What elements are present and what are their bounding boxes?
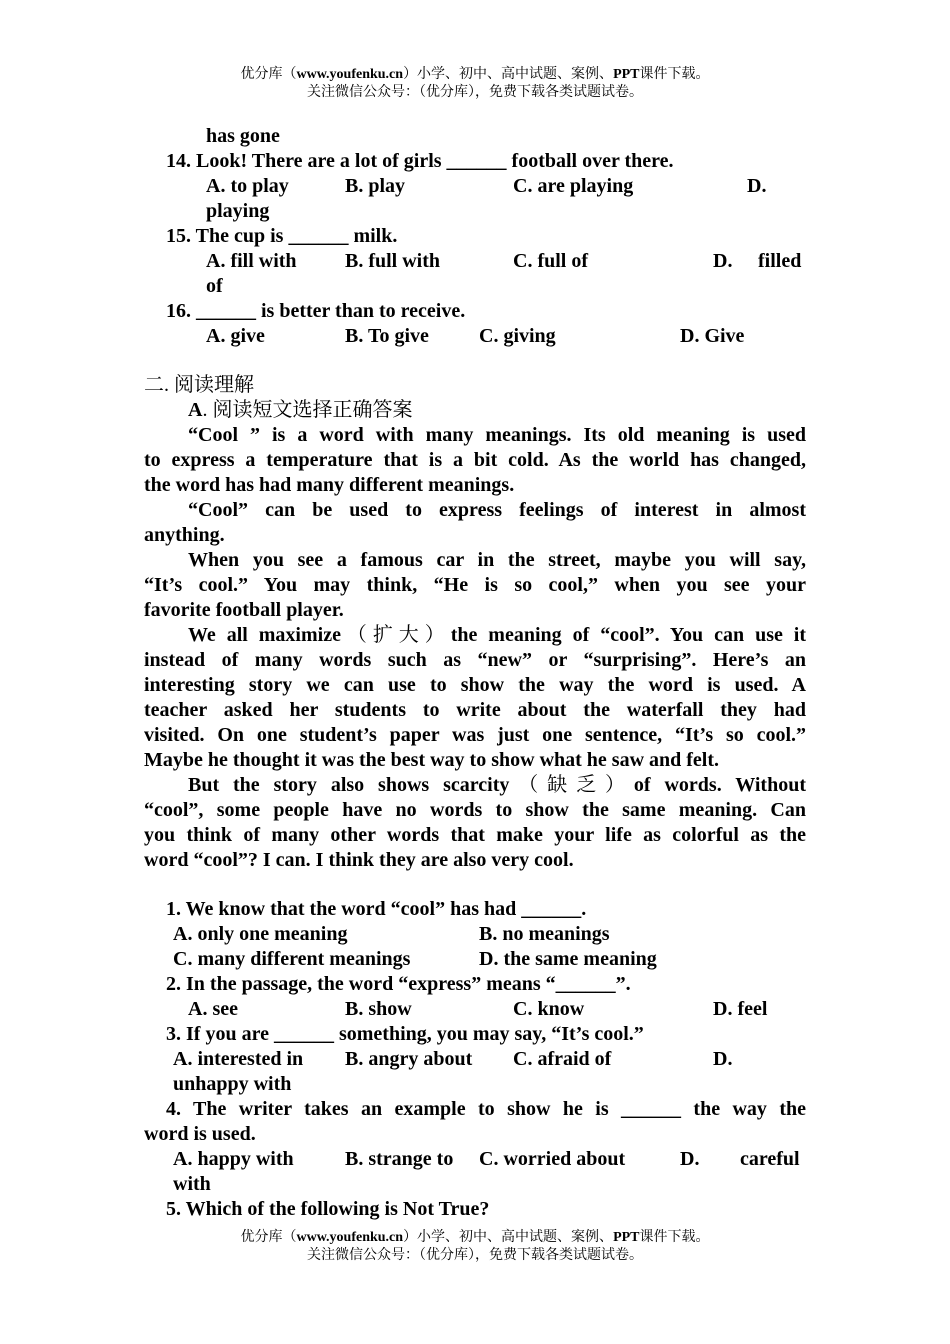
footer-line-2: 关注微信公众号：（优分库），免费下载各类试题试卷。 — [307, 1248, 643, 1263]
q1-option-b: B. no meanings — [479, 923, 610, 945]
header-line-1: 优分库（www.youfenku.cn）小学、初中、高中试题、案例、PPT课件下载。 — [240, 67, 710, 82]
q16-stem: 16. ______ is better than to receive. — [166, 300, 466, 322]
q2-option-c: C. know — [513, 998, 585, 1020]
passage-p2-line1: “Cool” can be used to express feelings of interest in almost — [188, 499, 806, 521]
q4-stem-line1: 4. The writer takes an example to show he is ______ the way the — [166, 1098, 806, 1120]
q16-option-a: A. give — [206, 325, 265, 347]
passage-p3-line3: favorite football player. — [144, 599, 344, 621]
passage-p3-line2: “It’s cool.” You may think, “He is so cool,” when you see your — [144, 574, 806, 596]
q4-option-d-word: careful — [740, 1148, 800, 1170]
q15-option-c: C. full of — [513, 250, 588, 272]
q2-option-a: A. see — [188, 998, 238, 1020]
passage-p2-line2: anything. — [144, 524, 225, 546]
q3-option-b: B. angry about — [345, 1048, 473, 1070]
page-header — [0, 66, 950, 102]
section-heading: 二. 阅读理解 — [144, 374, 254, 396]
q3-stem: 3. If you are ______ something, you may say, “It’s cool.” — [166, 1023, 644, 1045]
q1-option-a: A. only one meaning — [173, 923, 348, 945]
passage-p1-line1: “Cool ” is a word with many meanings. Its old meaning is used — [188, 424, 806, 446]
passage-p5-line1: But the story also shows scarcity（缺乏）of words. Without — [188, 774, 807, 796]
q1-option-d: D. the same meaning — [479, 948, 657, 970]
footer-line-1: 优分库（www.youfenku.cn）小学、初中、高中试题、案例、PPT课件下载。 — [240, 1230, 710, 1245]
q14-option-c: C. are playing — [513, 175, 634, 197]
q16-option-b: B. To give — [345, 325, 429, 347]
q15-option-d-word: filled — [758, 250, 802, 272]
q14-option-d: D. — [747, 175, 767, 197]
header-line-2: 关注微信公众号：（优分库），免费下载各类试题试卷。 — [307, 85, 643, 100]
q14-stem: 14. Look! There are a lot of girls ______ football over there. — [166, 150, 674, 172]
q4-option-b: B. strange to — [345, 1148, 454, 1170]
q1-stem: 1. We know that the word “cool” has had ______. — [166, 898, 587, 920]
q3-option-c: C. afraid of — [513, 1048, 612, 1070]
q4-option-a: A. happy with — [173, 1148, 294, 1170]
q2-option-d: D. feel — [713, 998, 768, 1020]
q14-option-b: B. play — [345, 175, 406, 197]
q4-stem-line2: word is used. — [144, 1123, 256, 1145]
q16-option-c: C. giving — [479, 325, 556, 347]
q3-option-d: D. — [713, 1048, 733, 1070]
q14-option-d-cont: playing — [206, 200, 270, 222]
q15-option-d-cont: of — [206, 275, 223, 297]
q16-option-d: D. Give — [680, 325, 745, 347]
passage-p4-line5: visited. On one student’s paper was just one sentence, “It’s so cool.” — [144, 724, 806, 746]
q5-stem: 5. Which of the following is Not True? — [166, 1198, 490, 1220]
passage-p5-line2: “cool”, some people have no words to show the same meaning. Can — [144, 799, 806, 821]
q15-option-d: D. — [713, 250, 733, 272]
q15-option-a: A. fill with — [206, 250, 297, 272]
passage-p3-line1: When you see a famous car in the street, maybe you will say, — [188, 549, 806, 571]
passage-p4-line4: teacher asked her students to write about the waterfall they had — [144, 699, 806, 721]
q4-option-d-cont: with — [173, 1173, 211, 1195]
carry-over-text: has gone — [206, 125, 280, 147]
q3-option-a: A. interested in — [173, 1048, 304, 1070]
passage-p5-line3: you think of many other words that make your life as colorful as the — [144, 824, 806, 846]
q2-option-b: B. show — [345, 998, 412, 1020]
passage-p1-line3: the word has had many different meanings. — [144, 474, 515, 496]
page-footer — [0, 1229, 950, 1265]
section-subheading: A. 阅读短文选择正确答案 — [188, 399, 413, 421]
q3-option-d-cont: unhappy with — [173, 1073, 292, 1095]
q4-option-d: D. — [680, 1148, 700, 1170]
q2-stem: 2. In the passage, the word “express” means “______”. — [166, 973, 631, 995]
passage-p4-line6: Maybe he thought it was the best way to show what he saw and felt. — [144, 749, 720, 771]
q15-option-b: B. full with — [345, 250, 441, 272]
q14-option-a: A. to play — [206, 175, 289, 197]
passage-p4-line2: instead of many words such as “new” or “surprising”. Here’s an — [144, 649, 806, 671]
passage-p4-line3: interesting story we can use to show the way the word is used. A — [144, 674, 806, 696]
passage-p5-line4: word “cool”? I can. I think they are also very cool. — [144, 849, 574, 871]
q4-option-c: C. worried about — [479, 1148, 626, 1170]
passage-p4-line1: We all maximize（扩大）the meaning of “cool”. You can use it — [188, 624, 807, 646]
q15-stem: 15. The cup is ______ milk. — [166, 225, 398, 247]
q1-option-c: C. many different meanings — [173, 948, 411, 970]
passage-p1-line2: to express a temperature that is a bit cold. As the world has changed, — [144, 449, 806, 471]
